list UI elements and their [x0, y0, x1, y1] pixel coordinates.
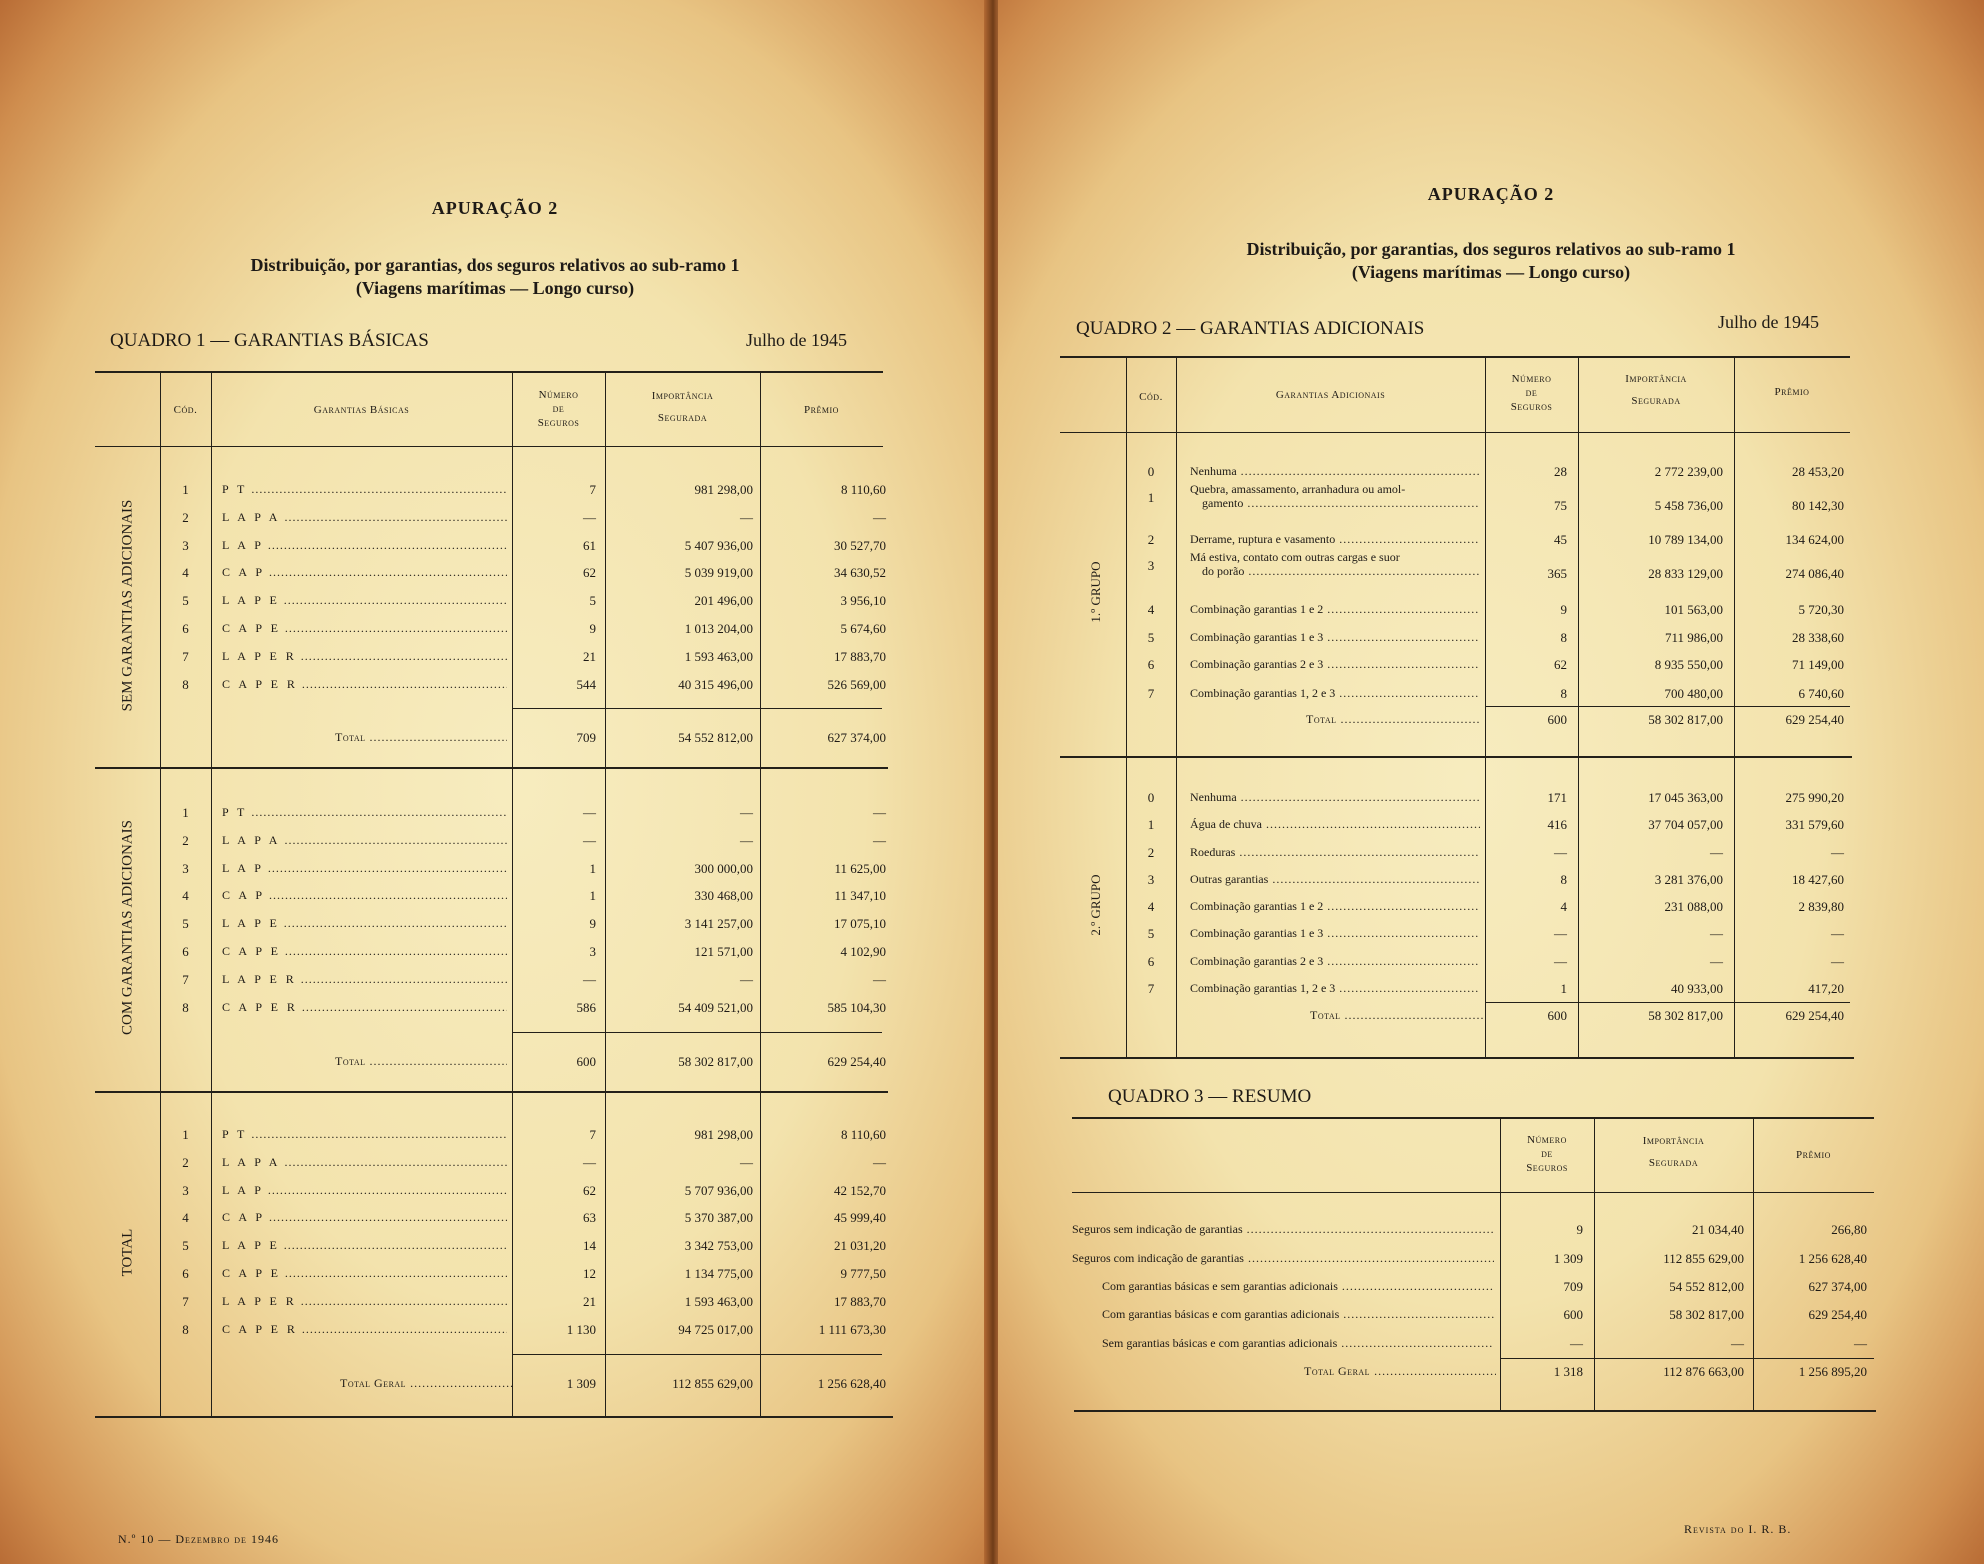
row-code: 2	[182, 509, 189, 525]
resumo-row-label: Sem garantias básicas e com garantias adicionais .....	[1102, 1336, 1494, 1351]
row-importancia: 37 704 057,00	[1648, 817, 1723, 832]
row-importancia: 54 409 521,00	[678, 999, 753, 1015]
total-numero: 709	[576, 730, 596, 745]
row-code: 5	[182, 1238, 189, 1254]
row-code: 8	[182, 676, 189, 692]
row-premio: 11 625,00	[834, 860, 886, 876]
row-label: L A P E R .....	[222, 649, 507, 664]
col-line	[1176, 356, 1177, 1057]
row-premio: —	[873, 832, 886, 848]
resumo-row-label: Com garantias básicas e com garantias adicionais .....	[1102, 1307, 1494, 1322]
row-label: Combinação garantias 1 e 2 .....	[1190, 899, 1480, 914]
total-premio: 629 254,40	[827, 1054, 886, 1069]
row-label: C A P .....	[222, 565, 507, 580]
row-numero: 7	[589, 1127, 596, 1142]
header-importancia: Importância Segurada	[651, 390, 714, 424]
page-footer: N.º 10 — Dezembro de 1946	[118, 1532, 279, 1546]
row-importancia: 1 593 463,00	[684, 1293, 753, 1309]
left-page	[0, 0, 990, 1564]
row-premio: 30 527,70	[834, 537, 886, 553]
row-premio: 275 990,20	[1785, 790, 1844, 805]
row-code: 4	[1147, 602, 1155, 617]
header-premio: Prêmio	[1774, 386, 1810, 398]
row-label: C A P E .....	[222, 1266, 507, 1281]
row-premio: 585 104,30	[827, 999, 886, 1015]
total-numero: 1 309	[566, 1376, 596, 1391]
row-code: 1	[1147, 817, 1155, 832]
row-code: 4	[182, 565, 189, 581]
row-importancia: 8 935 550,00	[1654, 657, 1723, 672]
row-numero: 7	[589, 482, 596, 497]
row-premio: 4 102,90	[840, 944, 886, 959]
resumo-row-importancia: 21 034,40	[1692, 1222, 1744, 1237]
row-label: L A P .....	[222, 1183, 507, 1198]
row-code: 7	[1147, 686, 1155, 701]
row-numero: 1	[1560, 981, 1567, 996]
row-premio: 80 142,30	[1792, 498, 1844, 513]
row-importancia: 5 370 387,00	[684, 1210, 753, 1226]
row-numero: 62	[1554, 657, 1567, 672]
row-premio: 71 149,00	[1792, 657, 1844, 672]
row-label: L A P A .....	[222, 510, 507, 525]
resumo-row-premio: 1 256 628,40	[1798, 1251, 1867, 1266]
row-premio: 28 453,20	[1792, 464, 1844, 479]
row-premio: 28 338,60	[1792, 630, 1844, 645]
total-importancia: 54 552 812,00	[678, 730, 753, 745]
total-label: Total .....	[335, 730, 507, 745]
header-importancia: Importância Segurada	[1625, 373, 1687, 407]
row-numero: 8	[1560, 872, 1567, 887]
row-code: 2	[182, 832, 189, 848]
row-importancia: 40 933,00	[1671, 981, 1723, 996]
row-code: 3	[182, 1182, 189, 1198]
row-premio: 1 111 673,30	[818, 1321, 886, 1337]
row-premio: 45 999,40	[834, 1210, 886, 1226]
row-numero: —	[1554, 954, 1567, 969]
row-premio: —	[1831, 954, 1844, 969]
page-footer: Revista do I. R. B.	[1684, 1522, 1792, 1536]
resumo-row-premio: 627 374,00	[1808, 1279, 1867, 1294]
resumo-header-premio: Prêmio	[1796, 1149, 1831, 1161]
row-code: 3	[182, 860, 189, 876]
resumo-total-importancia: 112 876 663,00	[1663, 1364, 1744, 1379]
row-premio: 21 031,20	[834, 1238, 886, 1254]
row-code: 8	[182, 999, 189, 1015]
total-importancia: 112 855 629,00	[672, 1376, 753, 1391]
row-label: Combinação garantias 1, 2 e 3 .....	[1190, 981, 1480, 996]
row-numero: —	[583, 805, 596, 820]
header-numero: Número de Seguros	[537, 389, 580, 429]
resumo-row-numero: 1 309	[1553, 1251, 1583, 1266]
row-importancia: 2 772 239,00	[1654, 464, 1723, 479]
row-numero: 8	[1560, 630, 1567, 645]
row-numero: —	[1554, 845, 1567, 860]
row-code: 8	[182, 1321, 189, 1337]
row-numero: 62	[583, 565, 596, 581]
table-bottom-rule	[95, 1416, 893, 1418]
row-numero: 416	[1547, 817, 1567, 832]
resumo-row-importancia: 54 552 812,00	[1669, 1279, 1744, 1294]
header-premio: Prêmio	[804, 404, 839, 416]
total-rule	[512, 708, 882, 709]
subtitle-line-2: (Viagens marítimas — Longo curso)	[1351, 262, 1631, 282]
row-code: 1	[182, 805, 189, 820]
resumo-row-premio: 266,80	[1831, 1222, 1867, 1237]
quadro-2-title: QUADRO 2 — GARANTIAS ADICIONAIS	[1076, 318, 1425, 339]
resumo-row-premio: 629 254,40	[1808, 1307, 1867, 1322]
row-numero: 62	[583, 1182, 596, 1198]
row-code: 0	[1147, 790, 1155, 805]
row-premio: 17 883,70	[834, 1293, 886, 1309]
row-label: L A P E R .....	[222, 972, 507, 987]
row-premio: 3 956,10	[840, 593, 886, 609]
row-numero: 171	[1547, 790, 1567, 805]
row-importancia: 1 593 463,00	[684, 648, 753, 664]
row-label: Combinação garantias 2 e 3 .....	[1190, 954, 1480, 969]
row-code: 2	[1147, 845, 1155, 860]
row-label: Nenhuma .....	[1190, 790, 1480, 805]
row-label: Combinação garantias 2 e 3 .....	[1190, 657, 1480, 672]
row-label: C A P E .....	[222, 944, 507, 959]
total-importancia: 58 302 817,00	[1648, 1008, 1723, 1023]
row-premio: 9 777,50	[840, 1266, 886, 1281]
row-code: 0	[1147, 464, 1155, 479]
row-code: 5	[182, 593, 189, 609]
row-code: 1	[182, 482, 189, 497]
total-importancia: 58 302 817,00	[1648, 712, 1723, 727]
row-label: L A P .....	[222, 538, 507, 553]
row-premio: 417,20	[1808, 981, 1844, 996]
row-importancia: 28 833 129,00	[1648, 566, 1723, 581]
row-importancia: —	[740, 805, 753, 820]
group-label: TOTAL	[119, 1228, 136, 1276]
row-label: Combinação garantias 1 e 3 .....	[1190, 630, 1480, 645]
total-label: Total .....	[1310, 1008, 1485, 1023]
row-importancia: 1 134 775,00	[684, 1266, 753, 1281]
quadro-3-title: QUADRO 3 — RESUMO	[1108, 1086, 1312, 1107]
row-label: L A P E R .....	[222, 1294, 507, 1309]
row-code: 4	[1147, 899, 1155, 914]
group-label: 1.º GRUPO	[1088, 561, 1103, 623]
row-numero: —	[583, 1154, 596, 1170]
resumo-row-importancia: —	[1731, 1336, 1744, 1351]
subtitle-line-2: (Viagens marítimas — Longo curso)	[355, 278, 635, 298]
resumo-row-importancia: 58 302 817,00	[1669, 1307, 1744, 1322]
resumo-total-label: Total Geral .....	[1304, 1364, 1496, 1379]
row-label-cont: do porão .....	[1202, 564, 1480, 579]
row-numero: 8	[1560, 686, 1567, 701]
row-importancia: —	[740, 971, 753, 987]
row-premio: —	[873, 509, 886, 525]
row-numero: 544	[576, 676, 596, 692]
month-label: Julho de 1945	[746, 330, 847, 350]
resumo-row-label: Seguros com indicação de garantias .....	[1072, 1251, 1494, 1266]
page-title: APURAÇÃO 2	[1427, 184, 1555, 204]
row-premio: —	[1831, 845, 1844, 860]
header-garantias: Garantias Básicas	[313, 404, 410, 416]
row-label: Outras garantias .....	[1190, 872, 1480, 887]
row-code: 6	[182, 621, 189, 636]
resumo-total-numero: 1 318	[1553, 1364, 1583, 1379]
row-importancia: 101 563,00	[1664, 602, 1723, 617]
row-code: 7	[182, 1293, 189, 1309]
total-label: Total .....	[1306, 712, 1481, 727]
table-top-rule	[95, 371, 883, 373]
row-label: Roeduras .....	[1190, 845, 1480, 860]
row-code: 6	[1147, 657, 1155, 672]
table-bottom-rule	[1060, 1057, 1854, 1059]
row-code: 5	[182, 916, 189, 932]
row-importancia: 5 458 736,00	[1654, 498, 1723, 513]
resumo-header-importancia: Importância Segurada	[1642, 1135, 1705, 1169]
total-numero: 600	[576, 1054, 596, 1069]
row-code: 5	[1147, 926, 1155, 941]
total-rule	[512, 1032, 882, 1033]
group-divider	[95, 767, 888, 769]
group-label: SEM GARANTIAS ADICIONAIS	[119, 499, 136, 711]
row-numero: 63	[583, 1210, 596, 1226]
total-numero: 600	[1547, 1008, 1567, 1023]
row-premio: 17 883,70	[834, 648, 886, 664]
row-importancia: 1 013 204,00	[684, 621, 753, 636]
row-code: 5	[1147, 630, 1155, 645]
resumo-row-importancia: 112 855 629,00	[1663, 1251, 1744, 1266]
row-code: 6	[182, 1266, 189, 1281]
row-numero: 1	[589, 860, 596, 876]
row-numero: 61	[583, 537, 596, 553]
group-label: 2.º GRUPO	[1088, 873, 1103, 936]
subtitle-line-1: Distribuição, por garantias, dos seguros relativos ao sub-ramo 1	[1246, 239, 1736, 259]
header-garantias: Garantias Adicionais	[1275, 389, 1386, 401]
total-premio: 629 254,40	[1785, 712, 1844, 727]
row-premio: 6 740,60	[1798, 686, 1844, 701]
row-code: 3	[1147, 872, 1155, 887]
row-premio: 274 086,40	[1785, 566, 1844, 581]
row-numero: 12	[583, 1266, 596, 1281]
row-label: C A P .....	[222, 1210, 507, 1225]
row-numero: 21	[583, 1293, 596, 1309]
row-label: Água de chuva .....	[1190, 817, 1480, 832]
row-numero: 365	[1547, 566, 1567, 581]
row-premio: —	[873, 1154, 886, 1170]
row-numero: 21	[583, 648, 596, 664]
row-premio: 526 569,00	[827, 676, 886, 692]
right-page	[998, 0, 1984, 1564]
resumo-row-numero: 600	[1563, 1307, 1583, 1322]
row-numero: —	[1554, 926, 1567, 941]
subtitle-line-1: Distribuição, por garantias, dos seguros relativos ao sub-ramo 1	[250, 255, 740, 275]
row-code: 4	[182, 1210, 189, 1226]
row-importancia: 121 571,00	[694, 944, 753, 959]
row-label: C A P .....	[222, 888, 507, 903]
row-premio: 5 674,60	[840, 621, 886, 636]
row-importancia: 300 000,00	[694, 860, 753, 876]
resumo-total-premio: 1 256 895,20	[1798, 1364, 1867, 1379]
resumo-row-numero: —	[1570, 1336, 1583, 1351]
row-premio: 8 110,60	[840, 482, 886, 497]
total-numero: 600	[1547, 712, 1567, 727]
resumo-header-numero: Número de Seguros	[1526, 1134, 1568, 1174]
total-importancia: 58 302 817,00	[678, 1054, 753, 1069]
row-code: 2	[182, 1154, 189, 1170]
row-premio: 331 579,60	[1785, 817, 1844, 832]
col-line	[211, 371, 212, 1416]
total-premio: 1 256 628,40	[817, 1376, 886, 1391]
row-label: L A P .....	[222, 861, 507, 876]
row-code: 6	[182, 944, 189, 959]
row-numero: 1	[589, 888, 596, 904]
total-rule	[1485, 706, 1850, 707]
row-numero: —	[583, 832, 596, 848]
row-code: 6	[1147, 954, 1155, 969]
row-importancia: 3 141 257,00	[684, 916, 753, 932]
resumo-row-numero: 9	[1576, 1222, 1583, 1237]
row-premio: —	[1831, 926, 1844, 941]
row-label: L A P A .....	[222, 833, 507, 848]
quadro-1-title: QUADRO 1 — GARANTIAS BÁSICAS	[110, 330, 429, 351]
row-premio: 42 152,70	[834, 1182, 886, 1198]
page-title: APURAÇÃO 2	[431, 198, 559, 218]
row-label: Combinação garantias 1 e 2 .....	[1190, 602, 1480, 617]
row-importancia: 981 298,00	[694, 1127, 753, 1142]
total-label: Total Geral .....	[340, 1376, 512, 1391]
row-code: 7	[182, 971, 189, 987]
row-label: L A P E .....	[222, 916, 507, 931]
row-premio: 8 110,60	[840, 1127, 886, 1142]
header-cod: Cód.	[173, 404, 198, 416]
row-importancia: 201 496,00	[694, 593, 753, 609]
row-importancia: 5 407 936,00	[684, 537, 753, 553]
row-premio: 17 075,10	[834, 916, 886, 932]
resumo-row-numero: 709	[1563, 1279, 1583, 1294]
row-premio: 2 839,80	[1798, 899, 1844, 914]
row-importancia: —	[740, 832, 753, 848]
row-numero: —	[583, 509, 596, 525]
resumo-row-label: Seguros sem indicação de garantias .....	[1072, 1222, 1494, 1237]
month-label: Julho de 1945	[1718, 312, 1819, 332]
row-importancia: 40 315 496,00	[678, 676, 753, 692]
row-numero: 9	[589, 621, 596, 636]
total-rule	[512, 1354, 882, 1355]
row-label: L A P E .....	[222, 593, 507, 608]
total-label: Total .....	[335, 1054, 507, 1069]
row-numero: 75	[1554, 498, 1567, 513]
row-importancia: 3 281 376,00	[1654, 872, 1723, 887]
row-importancia: —	[1710, 954, 1723, 969]
resumo-row-premio: —	[1854, 1336, 1867, 1351]
row-label: L A P A .....	[222, 1155, 507, 1170]
row-importancia: 94 725 017,00	[678, 1321, 753, 1337]
resumo-bottom-rule	[1074, 1410, 1876, 1412]
row-numero: 5	[589, 593, 596, 609]
row-numero: 9	[1560, 602, 1567, 617]
row-numero: 4	[1560, 899, 1567, 914]
total-rule	[1485, 1002, 1850, 1003]
row-numero: —	[583, 971, 596, 987]
row-importancia: 711 986,00	[1664, 630, 1723, 645]
row-label: P T .....	[222, 482, 507, 497]
row-code: 1	[182, 1127, 189, 1142]
row-numero: 45	[1554, 532, 1567, 547]
group-divider	[95, 1091, 888, 1093]
row-code: 1	[1147, 490, 1155, 505]
resumo-row-label: Com garantias básicas e sem garantias adicionais .....	[1102, 1279, 1494, 1294]
row-label: Nenhuma .....	[1190, 464, 1480, 479]
row-label: C A P E R .....	[222, 1000, 507, 1015]
row-importancia: 10 789 134,00	[1648, 532, 1723, 547]
row-importancia: —	[740, 509, 753, 525]
row-importancia: 700 480,00	[1664, 686, 1723, 701]
header-bottom-rule	[1060, 432, 1850, 433]
row-label-cont: gamento .....	[1202, 496, 1480, 511]
total-premio: 627 374,00	[827, 730, 886, 745]
table-top-rule	[1060, 356, 1850, 358]
row-importancia: 5 707 936,00	[684, 1182, 753, 1198]
row-premio: —	[873, 805, 886, 820]
group-label: COM GARANTIAS ADICIONAIS	[119, 820, 136, 1036]
row-premio: —	[873, 971, 886, 987]
row-label: L A P E .....	[222, 1238, 507, 1253]
row-premio: 5 720,30	[1798, 602, 1844, 617]
row-importancia: 231 088,00	[1664, 899, 1723, 914]
row-label: C A P E R .....	[222, 677, 507, 692]
row-label: C A P E R .....	[222, 1322, 507, 1337]
row-code: 7	[1147, 981, 1155, 996]
row-numero: 1 130	[566, 1321, 596, 1337]
row-label: Quebra, amassamento, arranhadura ou amol-	[1190, 482, 1406, 496]
row-code: 3	[182, 537, 189, 553]
row-numero: 28	[1554, 464, 1567, 479]
row-code: 7	[182, 648, 189, 664]
row-label: P T .....	[222, 1127, 507, 1142]
resumo-total-rule	[1500, 1358, 1874, 1359]
row-code: 4	[182, 888, 189, 904]
total-premio: 629 254,40	[1785, 1008, 1844, 1023]
col-line	[1126, 356, 1127, 1057]
row-code: 3	[1147, 558, 1155, 573]
row-label: Combinação garantias 1 e 3 .....	[1190, 926, 1480, 941]
row-importancia: 17 045 363,00	[1648, 790, 1723, 805]
row-importancia: —	[1710, 926, 1723, 941]
header-bottom-rule	[95, 446, 883, 447]
row-importancia: 330 468,00	[694, 888, 753, 904]
row-premio: 134 624,00	[1785, 532, 1844, 547]
row-label: Combinação garantias 1, 2 e 3 .....	[1190, 686, 1480, 701]
row-numero: 3	[589, 944, 596, 959]
row-importancia: 5 039 919,00	[684, 565, 753, 581]
row-code: 2	[1147, 532, 1155, 547]
row-importancia: 981 298,00	[694, 482, 753, 497]
row-importancia: 3 342 753,00	[684, 1238, 753, 1254]
row-label: Má estiva, contato com outras cargas e suor	[1190, 550, 1400, 564]
header-cod: Cód.	[1139, 391, 1163, 403]
row-premio: 11 347,10	[834, 888, 886, 904]
row-numero: 9	[589, 916, 596, 932]
row-premio: 34 630,52	[834, 565, 886, 581]
row-numero: 586	[576, 999, 596, 1015]
row-label: P T .....	[222, 805, 507, 820]
row-importancia: —	[740, 1154, 753, 1170]
row-label: C A P E .....	[222, 621, 507, 636]
row-importancia: —	[1710, 845, 1723, 860]
header-numero: Número de Seguros	[1510, 373, 1553, 413]
row-premio: 18 427,60	[1792, 872, 1844, 887]
row-numero: 14	[583, 1238, 596, 1254]
row-label: Derrame, ruptura e vasamento .....	[1190, 532, 1480, 547]
